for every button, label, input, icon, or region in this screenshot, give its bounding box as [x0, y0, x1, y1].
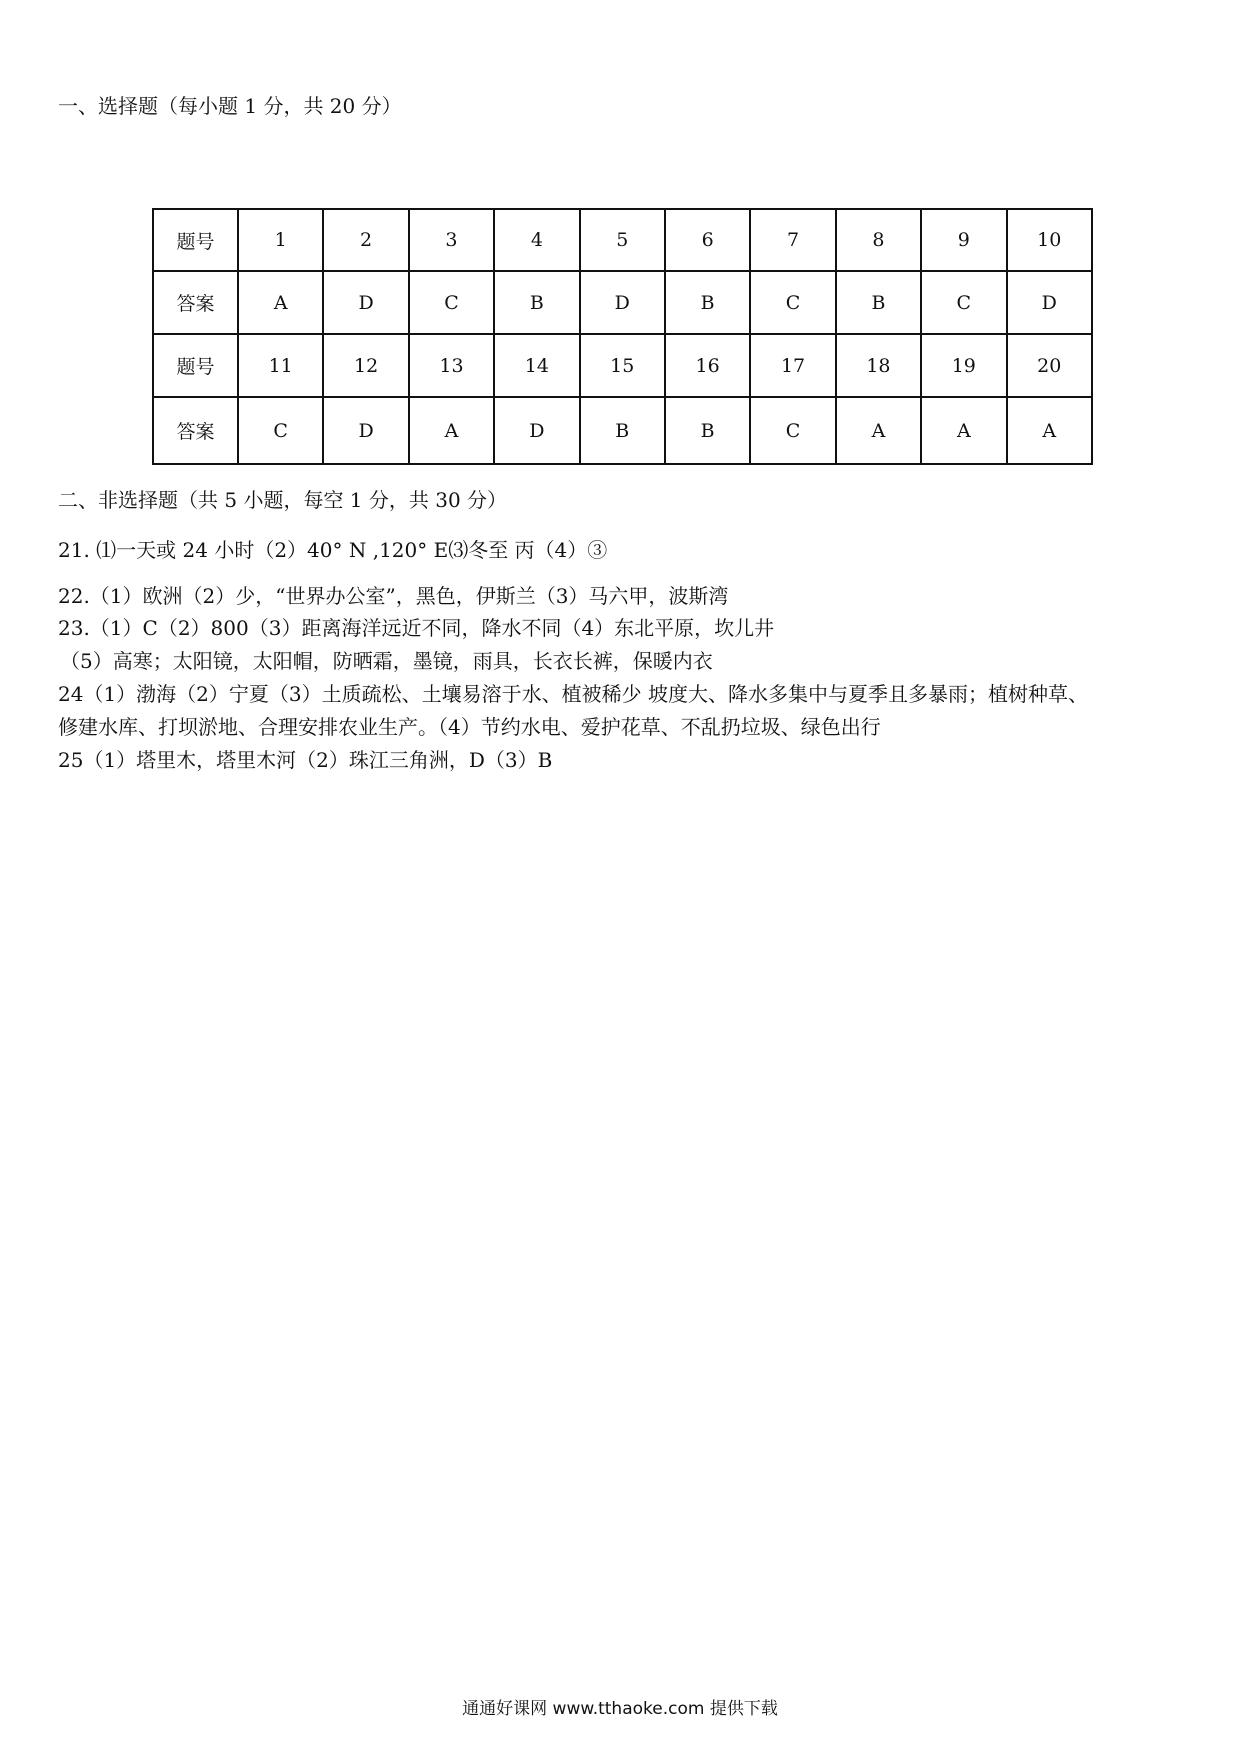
table-cell: C [750, 271, 835, 334]
answer-24-line-1: 24（1）渤海（2）宁夏（3）土质疏松、土壤易溶于水、植被稀少 坡度大、降水多集中与夏季且多暴雨；植树种草、 [58, 682, 1088, 706]
table-cell: 3 [409, 209, 494, 271]
table-cell: 19 [921, 334, 1006, 397]
table-cell: 15 [580, 334, 665, 397]
answer-23-line-2: （5）高寒；太阳镜，太阳帽，防晒霜，墨镜，雨具，长衣长裤，保暖内衣 [60, 649, 713, 673]
table-cell: A [409, 397, 494, 464]
table-cell: D [323, 397, 408, 464]
table-cell: 7 [750, 209, 835, 271]
table-row [153, 397, 1092, 464]
table-cell: 14 [494, 334, 579, 397]
table-cell: 8 [836, 209, 921, 271]
row-label: 题号 [153, 209, 238, 271]
table-cell: B [665, 271, 750, 334]
table-cell: D [323, 271, 408, 334]
answer-23-line-1: 23.（1）C（2）800（3）距离海洋远近不同，降水不同（4）东北平原，坎儿井 [58, 616, 775, 640]
table-cell: 12 [323, 334, 408, 397]
table-cell: C [750, 397, 835, 464]
section-1-title: 一、选择题（每小题 1 分，共 20 分） [58, 94, 402, 118]
row-label: 答案 [153, 397, 238, 464]
table-cell: 10 [1007, 209, 1092, 271]
table-cell: B [836, 271, 921, 334]
table-cell: D [494, 397, 579, 464]
section-2-title: 二、非选择题（共 5 小题，每空 1 分，共 30 分） [58, 488, 508, 512]
table-cell: A [921, 397, 1006, 464]
answer-21: 21. ⑴一天或 24 小时（2）40° N ,120° E⑶冬至 丙（4）③ [58, 538, 608, 562]
table-cell: D [580, 271, 665, 334]
table-cell: 1 [238, 209, 323, 271]
row-label: 答案 [153, 271, 238, 334]
table-cell: C [238, 397, 323, 464]
table-cell: 4 [494, 209, 579, 271]
table-cell: 6 [665, 209, 750, 271]
table-cell: 11 [238, 334, 323, 397]
table-cell: 2 [323, 209, 408, 271]
table-row [153, 334, 1092, 397]
table-cell: 5 [580, 209, 665, 271]
table-row [153, 209, 1092, 271]
table-cell: 9 [921, 209, 1006, 271]
table-cell: 17 [750, 334, 835, 397]
table-cell: A [836, 397, 921, 464]
table-cell: A [238, 271, 323, 334]
table-cell: B [494, 271, 579, 334]
table-cell: 20 [1007, 334, 1092, 397]
answer-22: 22.（1）欧洲（2）少，“世界办公室”，黑色，伊斯兰（3）马六甲，波斯湾 [58, 584, 729, 608]
answer-table-body [153, 209, 1092, 464]
table-cell: C [921, 271, 1006, 334]
table-cell: 13 [409, 334, 494, 397]
table-row [153, 271, 1092, 334]
table-cell: 16 [665, 334, 750, 397]
row-label: 题号 [153, 334, 238, 397]
footer-text: 通通好课网 www.tthaoke.com 提供下载 [462, 1699, 778, 1719]
table-cell: B [665, 397, 750, 464]
answer-table [152, 208, 1093, 465]
table-cell: A [1007, 397, 1092, 464]
table-cell: D [1007, 271, 1092, 334]
answer-24-line-2: 修建水库、打坝淤地、合理安排农业生产。（4）节约水电、爱护花草、不乱扔垃圾、绿色出行 [58, 715, 881, 739]
table-cell: B [580, 397, 665, 464]
table-cell: 18 [836, 334, 921, 397]
answer-25: 25（1）塔里木，塔里木河（2）珠江三角洲，D（3）B [58, 748, 553, 772]
table-cell: C [409, 271, 494, 334]
